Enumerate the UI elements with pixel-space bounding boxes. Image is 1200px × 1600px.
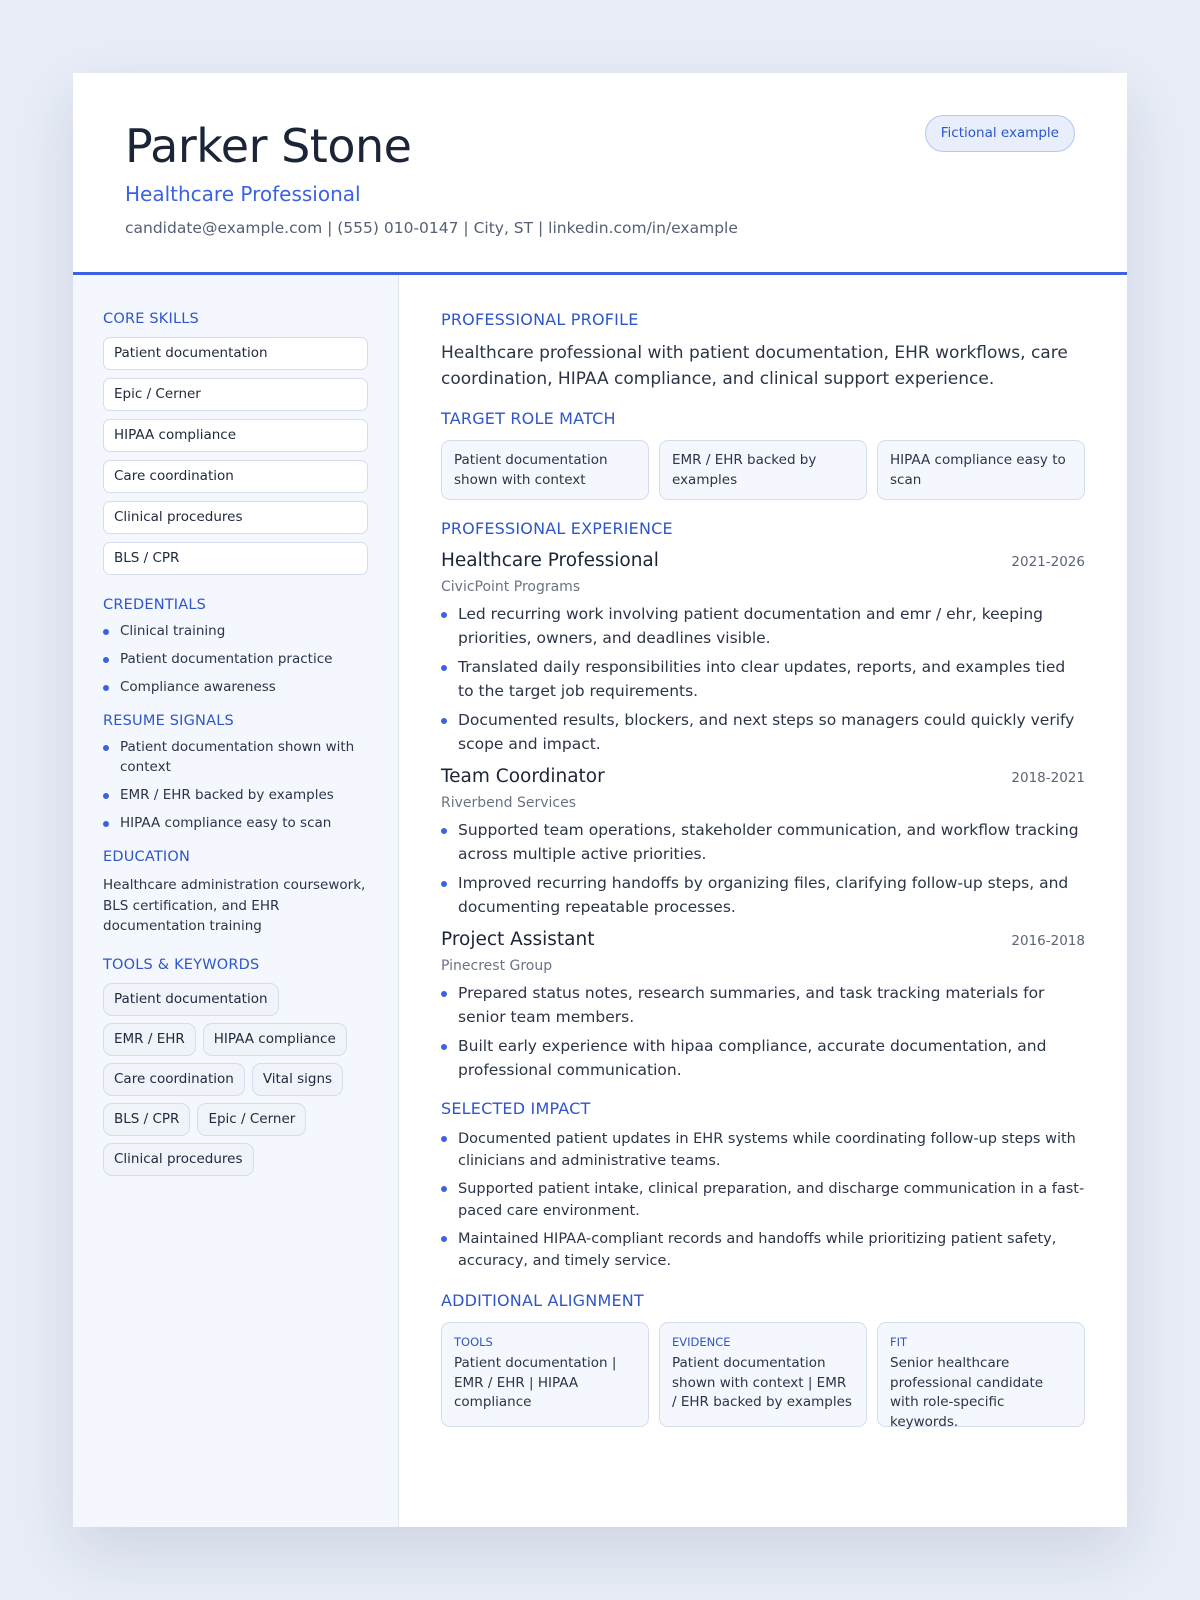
job-org: Pinecrest Group bbox=[441, 958, 553, 974]
list-item: Improved recurring handoffs by organizing files, clarifying follow-up steps, and documenting repeatable processes. bbox=[441, 872, 1085, 919]
alignment-cards bbox=[441, 1322, 1085, 1430]
tools-keywords-title: TOOLS & KEYWORDS bbox=[103, 956, 260, 973]
keyword-tag: Epic / Cerner bbox=[197, 1103, 306, 1136]
resume-signals-title: RESUME SIGNALS bbox=[103, 713, 234, 729]
tools-keywords-list bbox=[103, 983, 368, 1176]
job-title: Healthcare Professional bbox=[441, 550, 659, 571]
match-card: HIPAA compliance easy to scan bbox=[877, 440, 1085, 500]
list-item: Documented patient updates in EHR systems while coordinating follow-up steps with clinicians and administrative teams. bbox=[441, 1128, 1085, 1172]
alignment-card bbox=[877, 1322, 1085, 1430]
card-label: TOOLS bbox=[454, 1335, 493, 1349]
job-title: Project Assistant bbox=[441, 929, 595, 950]
sidebar bbox=[73, 275, 399, 1527]
list-item: Prepared status notes, research summaries, and task tracking materials for senior team members. bbox=[441, 982, 1085, 1029]
card-text: Senior healthcare professional candidate with role-specific keywords. bbox=[890, 1355, 1044, 1430]
keyword-tag: Patient documentation bbox=[103, 983, 279, 1016]
core-skills-list bbox=[103, 337, 368, 575]
job-entry bbox=[441, 764, 1085, 919]
job-org: Riverbend Services bbox=[441, 795, 577, 811]
keyword-tag: Clinical procedures bbox=[103, 1143, 254, 1176]
list-item: Documented results, blockers, and next steps so managers could quickly verify scope and impact. bbox=[441, 709, 1085, 756]
experience-title: PROFESSIONAL EXPERIENCE bbox=[441, 519, 673, 538]
keyword-tag: Care coordination bbox=[103, 1063, 245, 1096]
list-item: Compliance awareness bbox=[103, 677, 368, 697]
target-role-match-cards bbox=[441, 440, 1085, 500]
profile-title: PROFESSIONAL PROFILE bbox=[441, 310, 639, 329]
job-entry bbox=[441, 927, 1085, 1082]
job-dates: 2021-2026 bbox=[1011, 554, 1085, 570]
skill-item: Patient documentation bbox=[103, 337, 368, 370]
resume-header bbox=[73, 73, 1127, 275]
job-bullets bbox=[441, 603, 1085, 756]
additional-alignment-title: ADDITIONAL ALIGNMENT bbox=[441, 1291, 644, 1310]
skill-item: Epic / Cerner bbox=[103, 378, 368, 411]
job-dates: 2018-2021 bbox=[1011, 770, 1085, 786]
list-item: Supported patient intake, clinical preparation, and discharge communication in a fast-paced care environment. bbox=[441, 1178, 1085, 1222]
card-label: EVIDENCE bbox=[672, 1335, 731, 1349]
keyword-tag: Vital signs bbox=[252, 1063, 343, 1096]
list-item: Clinical training bbox=[103, 621, 368, 641]
card-label: FIT bbox=[890, 1335, 908, 1349]
target-role-match-title: TARGET ROLE MATCH bbox=[441, 409, 616, 428]
contact-line: candidate@example.com | (555) 010-0147 | City, ST | linkedin.com/in/example bbox=[125, 219, 738, 237]
card-text: Patient documentation | EMR / EHR | HIPAA compliance bbox=[454, 1355, 617, 1410]
list-item: HIPAA compliance easy to scan bbox=[103, 813, 368, 833]
education-text: Healthcare administration coursework, BLS certification, and EHR documentation training bbox=[103, 877, 366, 934]
job-org: CivicPoint Programs bbox=[441, 579, 581, 595]
job-bullets bbox=[441, 982, 1085, 1082]
job-entry bbox=[441, 548, 1085, 756]
match-card: Patient documentation shown with context bbox=[441, 440, 649, 500]
job-dates: 2016-2018 bbox=[1011, 933, 1085, 949]
skill-item: BLS / CPR bbox=[103, 542, 368, 575]
list-item: Patient documentation shown with context bbox=[103, 737, 368, 777]
core-skills-title: CORE SKILLS bbox=[103, 311, 199, 327]
list-item: Translated daily responsibilities into clear updates, reports, and examples tied to the target job requirements. bbox=[441, 656, 1085, 703]
resume-page bbox=[73, 73, 1127, 1527]
candidate-role: Healthcare Professional bbox=[125, 182, 361, 206]
alignment-card bbox=[441, 1322, 649, 1427]
fictional-badge: Fictional example bbox=[925, 115, 1075, 152]
list-item: EMR / EHR backed by examples bbox=[103, 785, 368, 805]
match-card: EMR / EHR backed by examples bbox=[659, 440, 867, 500]
list-item: Built early experience with hipaa compliance, accurate documentation, and professional communication. bbox=[441, 1035, 1085, 1082]
candidate-name: Parker Stone bbox=[125, 119, 412, 173]
list-item: Patient documentation practice bbox=[103, 649, 368, 669]
credentials-title: CREDENTIALS bbox=[103, 597, 207, 613]
education-title: EDUCATION bbox=[103, 849, 191, 865]
list-item: Led recurring work involving patient documentation and emr / ehr, keeping priorities, owners, and deadlines visible. bbox=[441, 603, 1085, 650]
skill-item: Clinical procedures bbox=[103, 501, 368, 534]
resume-signals-list bbox=[103, 737, 368, 833]
selected-impact-title: SELECTED IMPACT bbox=[441, 1099, 591, 1118]
card-text: Patient documentation shown with context | EMR / EHR backed by examples bbox=[672, 1355, 852, 1410]
main-column bbox=[399, 275, 1127, 1527]
skill-item: HIPAA compliance bbox=[103, 419, 368, 452]
profile-text: Healthcare professional with patient documentation, EHR workflows, care coordination, HIPAA compliance, and clinical support experience. bbox=[441, 343, 1068, 389]
list-item: Supported team operations, stakeholder communication, and workflow tracking across multiple active priorities. bbox=[441, 819, 1085, 866]
keyword-tag: HIPAA compliance bbox=[203, 1023, 347, 1056]
impact-list bbox=[441, 1128, 1085, 1272]
keyword-tag: BLS / CPR bbox=[103, 1103, 190, 1136]
credentials-list bbox=[103, 621, 368, 697]
keyword-tag: EMR / EHR bbox=[103, 1023, 196, 1056]
list-item: Maintained HIPAA-compliant records and handoffs while prioritizing patient safety, accuracy, and timely service. bbox=[441, 1228, 1085, 1272]
job-title: Team Coordinator bbox=[441, 766, 605, 787]
alignment-card bbox=[659, 1322, 867, 1427]
job-bullets bbox=[441, 819, 1085, 919]
skill-item: Care coordination bbox=[103, 460, 368, 493]
